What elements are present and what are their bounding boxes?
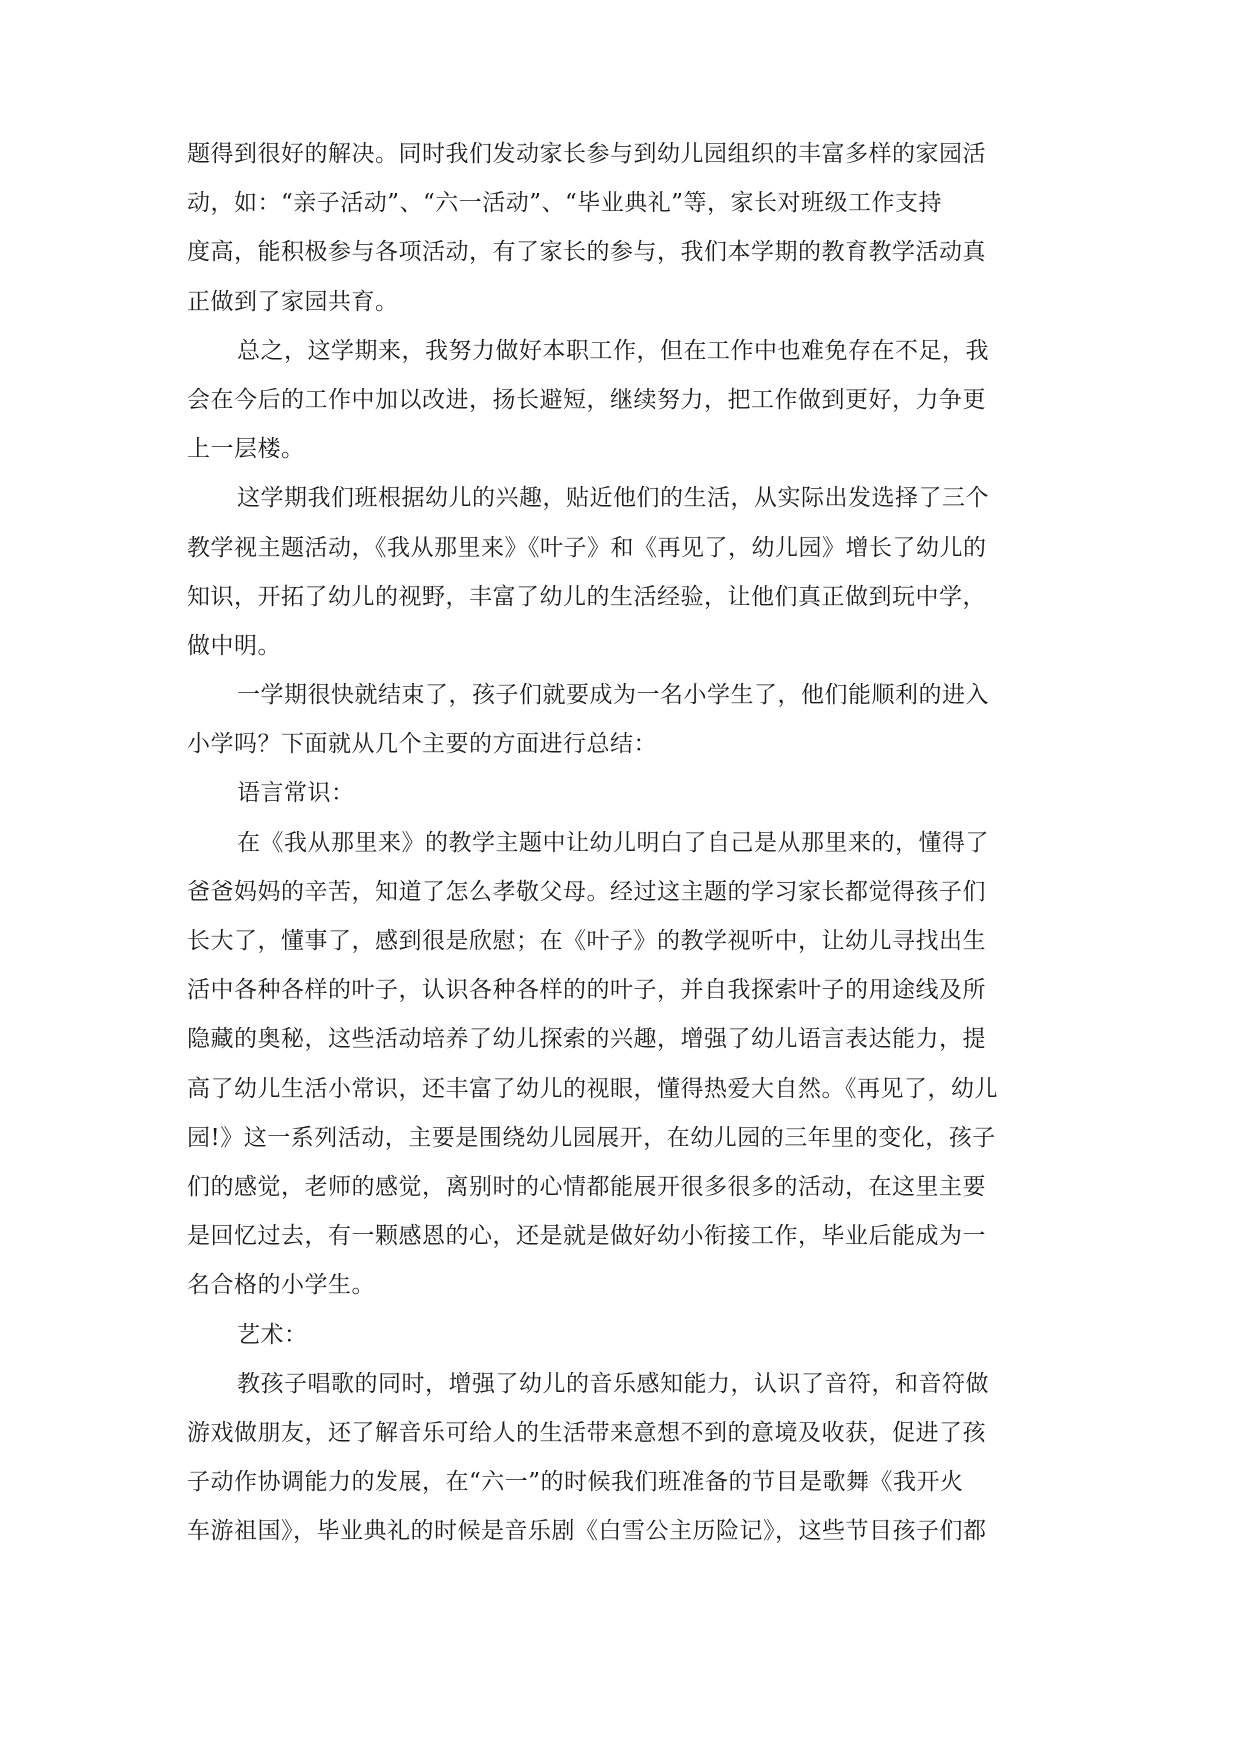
text-line: 子动作协调能力的发展，在“六一”的时候我们班准备的节目是歌舞《我开火: [187, 1469, 964, 1496]
text-line: 爸爸妈妈的辛苦，知道了怎么孝敬父母。经过这主题的学习家长都觉得孩子们: [187, 878, 986, 905]
text-line: 隐藏的奥秘，这些活动培养了幼儿探索的兴趣，增强了幼儿语言表达能力，提: [187, 1026, 986, 1053]
text-line: 高了幼儿生活小常识，还丰富了幼儿的视眼，懂得热爱大自然。《再见了，幼儿: [187, 1075, 998, 1102]
text-line: 小学吗？下面就从几个主要的方面进行总结：: [187, 731, 657, 758]
text-line: 正做到了家园共育。: [187, 288, 399, 315]
text-line: 总之，这学期来，我努力做好本职工作，但在工作中也难免存在不足，我: [237, 337, 989, 364]
text-line: 艺术：: [237, 1321, 308, 1348]
text-line: 教学视主题活动，《我从那里来》《叶子》和《再见了，幼儿园》增长了幼儿的: [187, 534, 987, 561]
text-line: 活中各种各样的叶子，认识各种各样的的叶子，并自我探索叶子的用途线及所: [187, 977, 986, 1004]
text-line: 游戏做朋友，还了解音乐可给人的生活带来意想不到的意境及收获，促进了孩: [187, 1419, 986, 1446]
text-line: 这学期我们班根据幼儿的兴趣，贴近他们的生活，从实际出发选择了三个: [237, 485, 989, 512]
text-line: 们的感觉，老师的感觉，离别时的心情都能展开很多很多的活动，在这里主要: [187, 1173, 986, 1200]
text-line: 动，如：“亲子活动”、“六一活动”、“毕业典礼”等，家长对班级工作支持: [187, 190, 943, 217]
text-line: 知识，开拓了幼儿的视野，丰富了幼儿的生活经验，让他们真正做到玩中学，: [187, 583, 986, 610]
text-line: 会在今后的工作中加以改进，扬长避短，继续努力，把工作做到更好，力争更: [187, 386, 986, 413]
body-text: [187, 130, 1063, 1556]
text-line: 度高，能积极参与各项活动，有了家长的参与，我们本学期的教育教学活动真: [187, 239, 986, 266]
text-line: 教孩子唱歌的同时，增强了幼儿的音乐感知能力，认识了音符，和音符做: [237, 1370, 989, 1397]
text-line: 长大了，懂事了，感到很是欣慰；在《叶子》的教学视听中，让幼儿寻找出生: [187, 928, 986, 954]
text-line: 做中明。: [187, 632, 281, 659]
text-line: 园!》这一系列活动，主要是围绕幼儿园展开，在幼儿园的三年里的变化，孩子: [187, 1124, 996, 1151]
text-line: 语言常识：: [237, 780, 355, 807]
text-line: 名合格的小学生。: [187, 1272, 375, 1299]
text-line: 车游祖国》，毕业典礼的时候是音乐剧《白雪公主历险记》，这些节目孩子们都: [187, 1518, 987, 1545]
text-line: 题得到很好的解决。同时我们发动家长参与到幼儿园组织的丰富多样的家园活: [187, 141, 986, 167]
text-line: 是回忆过去，有一颗感恩的心，还是就是做好幼小衔接工作，毕业后能成为一: [187, 1223, 986, 1250]
text-line: 在《我从那里来》的教学主题中让幼儿明白了自己是从那里来的，懂得了: [237, 829, 989, 856]
text-line: 一学期很快就结束了，孩子们就要成为一名小学生了，他们能顺利的进入: [237, 682, 989, 709]
text-line: 上一层楼。: [187, 436, 305, 463]
